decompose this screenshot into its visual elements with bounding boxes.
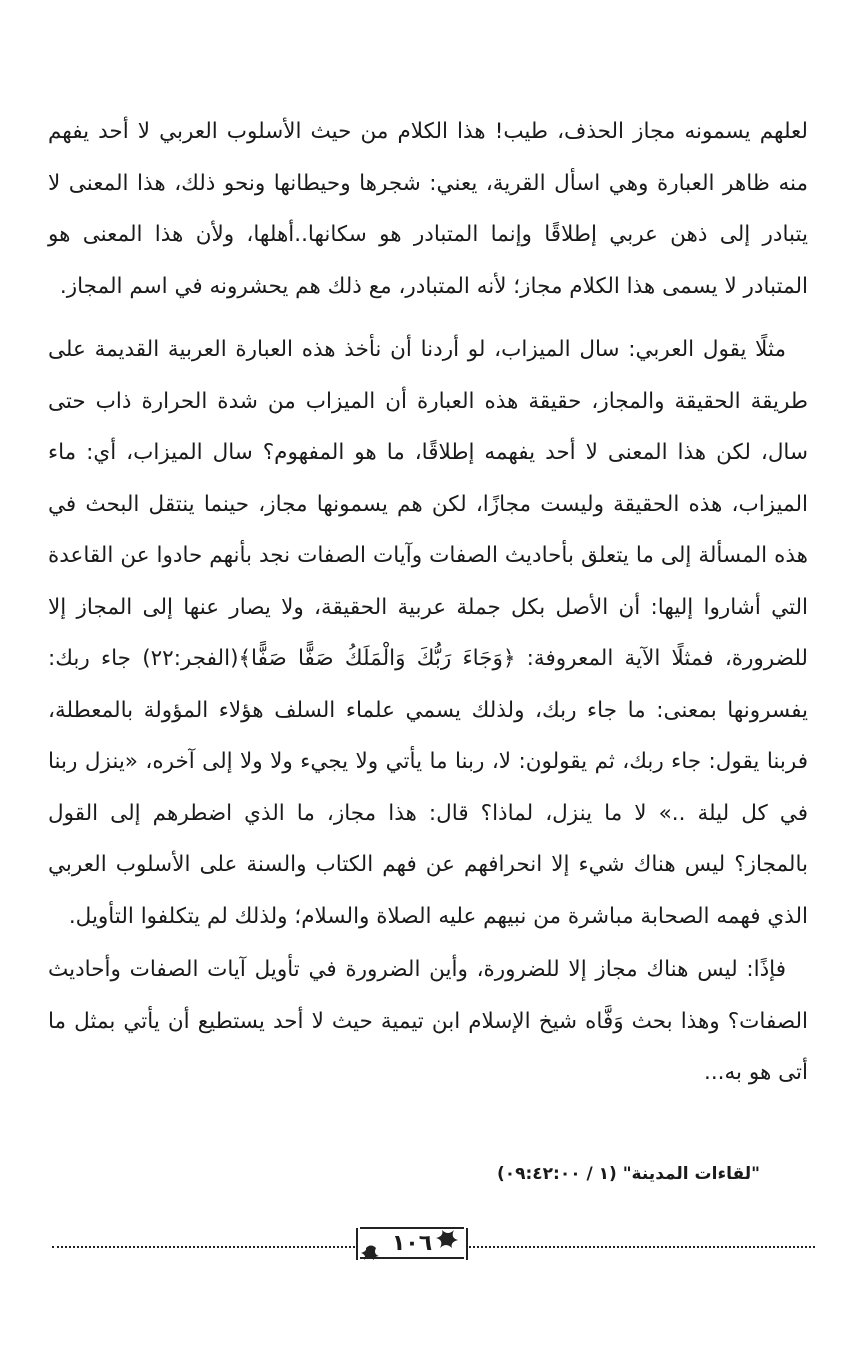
- page-number-frame: [356, 1228, 468, 1260]
- page-body: [48, 106, 808, 1099]
- paragraph-2: مثلًا يقول العربي: سال الميزاب، لو أردنا أن نأخذ هذه العبارة العربية القديمة على طريقة الحقيقة والمجاز، حقيقة هذه العبارة أن الميزاب من شدة الحرارة ذاب حتى سال، لكن هذا المعنى لا أحد يفهمه إطلاقًا، ما هو المفهوم؟ سال الميزاب، أي: ماء الميزاب، هذه الحقيقة وليست مجازًا، لكن هم يسمونها مجاز، حينما ينتقل البحث في هذه المسألة إلى ما يتعلق بأحاديث الصفات وآيات الصفات نجد بأنهم حادوا عن القاعدة التي أشاروا إليها: أن الأصل بكل جملة عربية الحقيقة، ولا يصار عنها إلى المجاز إلا للضرورة، فمثلًا الآية المعروفة: ﴿وَجَاءَ رَبُّكَ وَالْمَلَكُ صَفًّا صَفًّا﴾(الفجر:٢٢) جاء ربك: يفسرونها بمعنى: ما جاء ربك، ولذلك يسمي علماء السلف هؤلاء المؤولة بالمعطلة، فربنا يقول: جاء ربك، ثم يقولون: لا، ربنا ما يأتي ولا يجيء ولا ولا إلى آخره، «ينزل ربنا في كل ليلة ..» لا ما ينزل، لماذا؟ قال: هذا مجاز، ما الذي اضطرهم إلى القول بالمجاز؟ ليس هناك شيء إلا انحرافهم عن فهم الكتاب والسنة على الأسلوب العربي الذي فهمه الصحابة مباشرة من نبيهم عليه الصلاة والسلام؛ ولذلك لم يتكلفوا التأويل.: [48, 337, 808, 929]
- paragraph-1: لعلهم يسمونه مجاز الحذف، طيب! هذا الكلام من حيث الأسلوب العربي لا أحد يفهم منه ظاهر العبارة وهي اسأل القرية، يعني: شجرها وحيطانها ونحو ذلك، هذا المعنى لا يتبادر إلى ذهن عربي إطلاقًا وإنما المتبادر هو سكانها..أهلها، ولأن هذا المعنى هو المتبادر لا يسمى هذا الكلام مجاز؛ لأنه المتبادر، مع ذلك هم يحشرونه في اسم المجاز.: [48, 119, 808, 299]
- source-citation: "لقاءات المدينة" (١ / ٠٩:٤٢:٠٠): [496, 1164, 760, 1184]
- page-number: ١٠٦: [391, 1231, 433, 1256]
- paragraph-3: فإذًا: ليس هناك مجاز إلا للضرورة، وأين الضرورة في تأويل آيات الصفات وأحاديث الصفات؟ وهذا بحث وَفَّاه شيخ الإسلام ابن تيمية حيث لا أحد يستطيع أن يأتي بمثل ما أتى هو به...: [48, 957, 808, 1085]
